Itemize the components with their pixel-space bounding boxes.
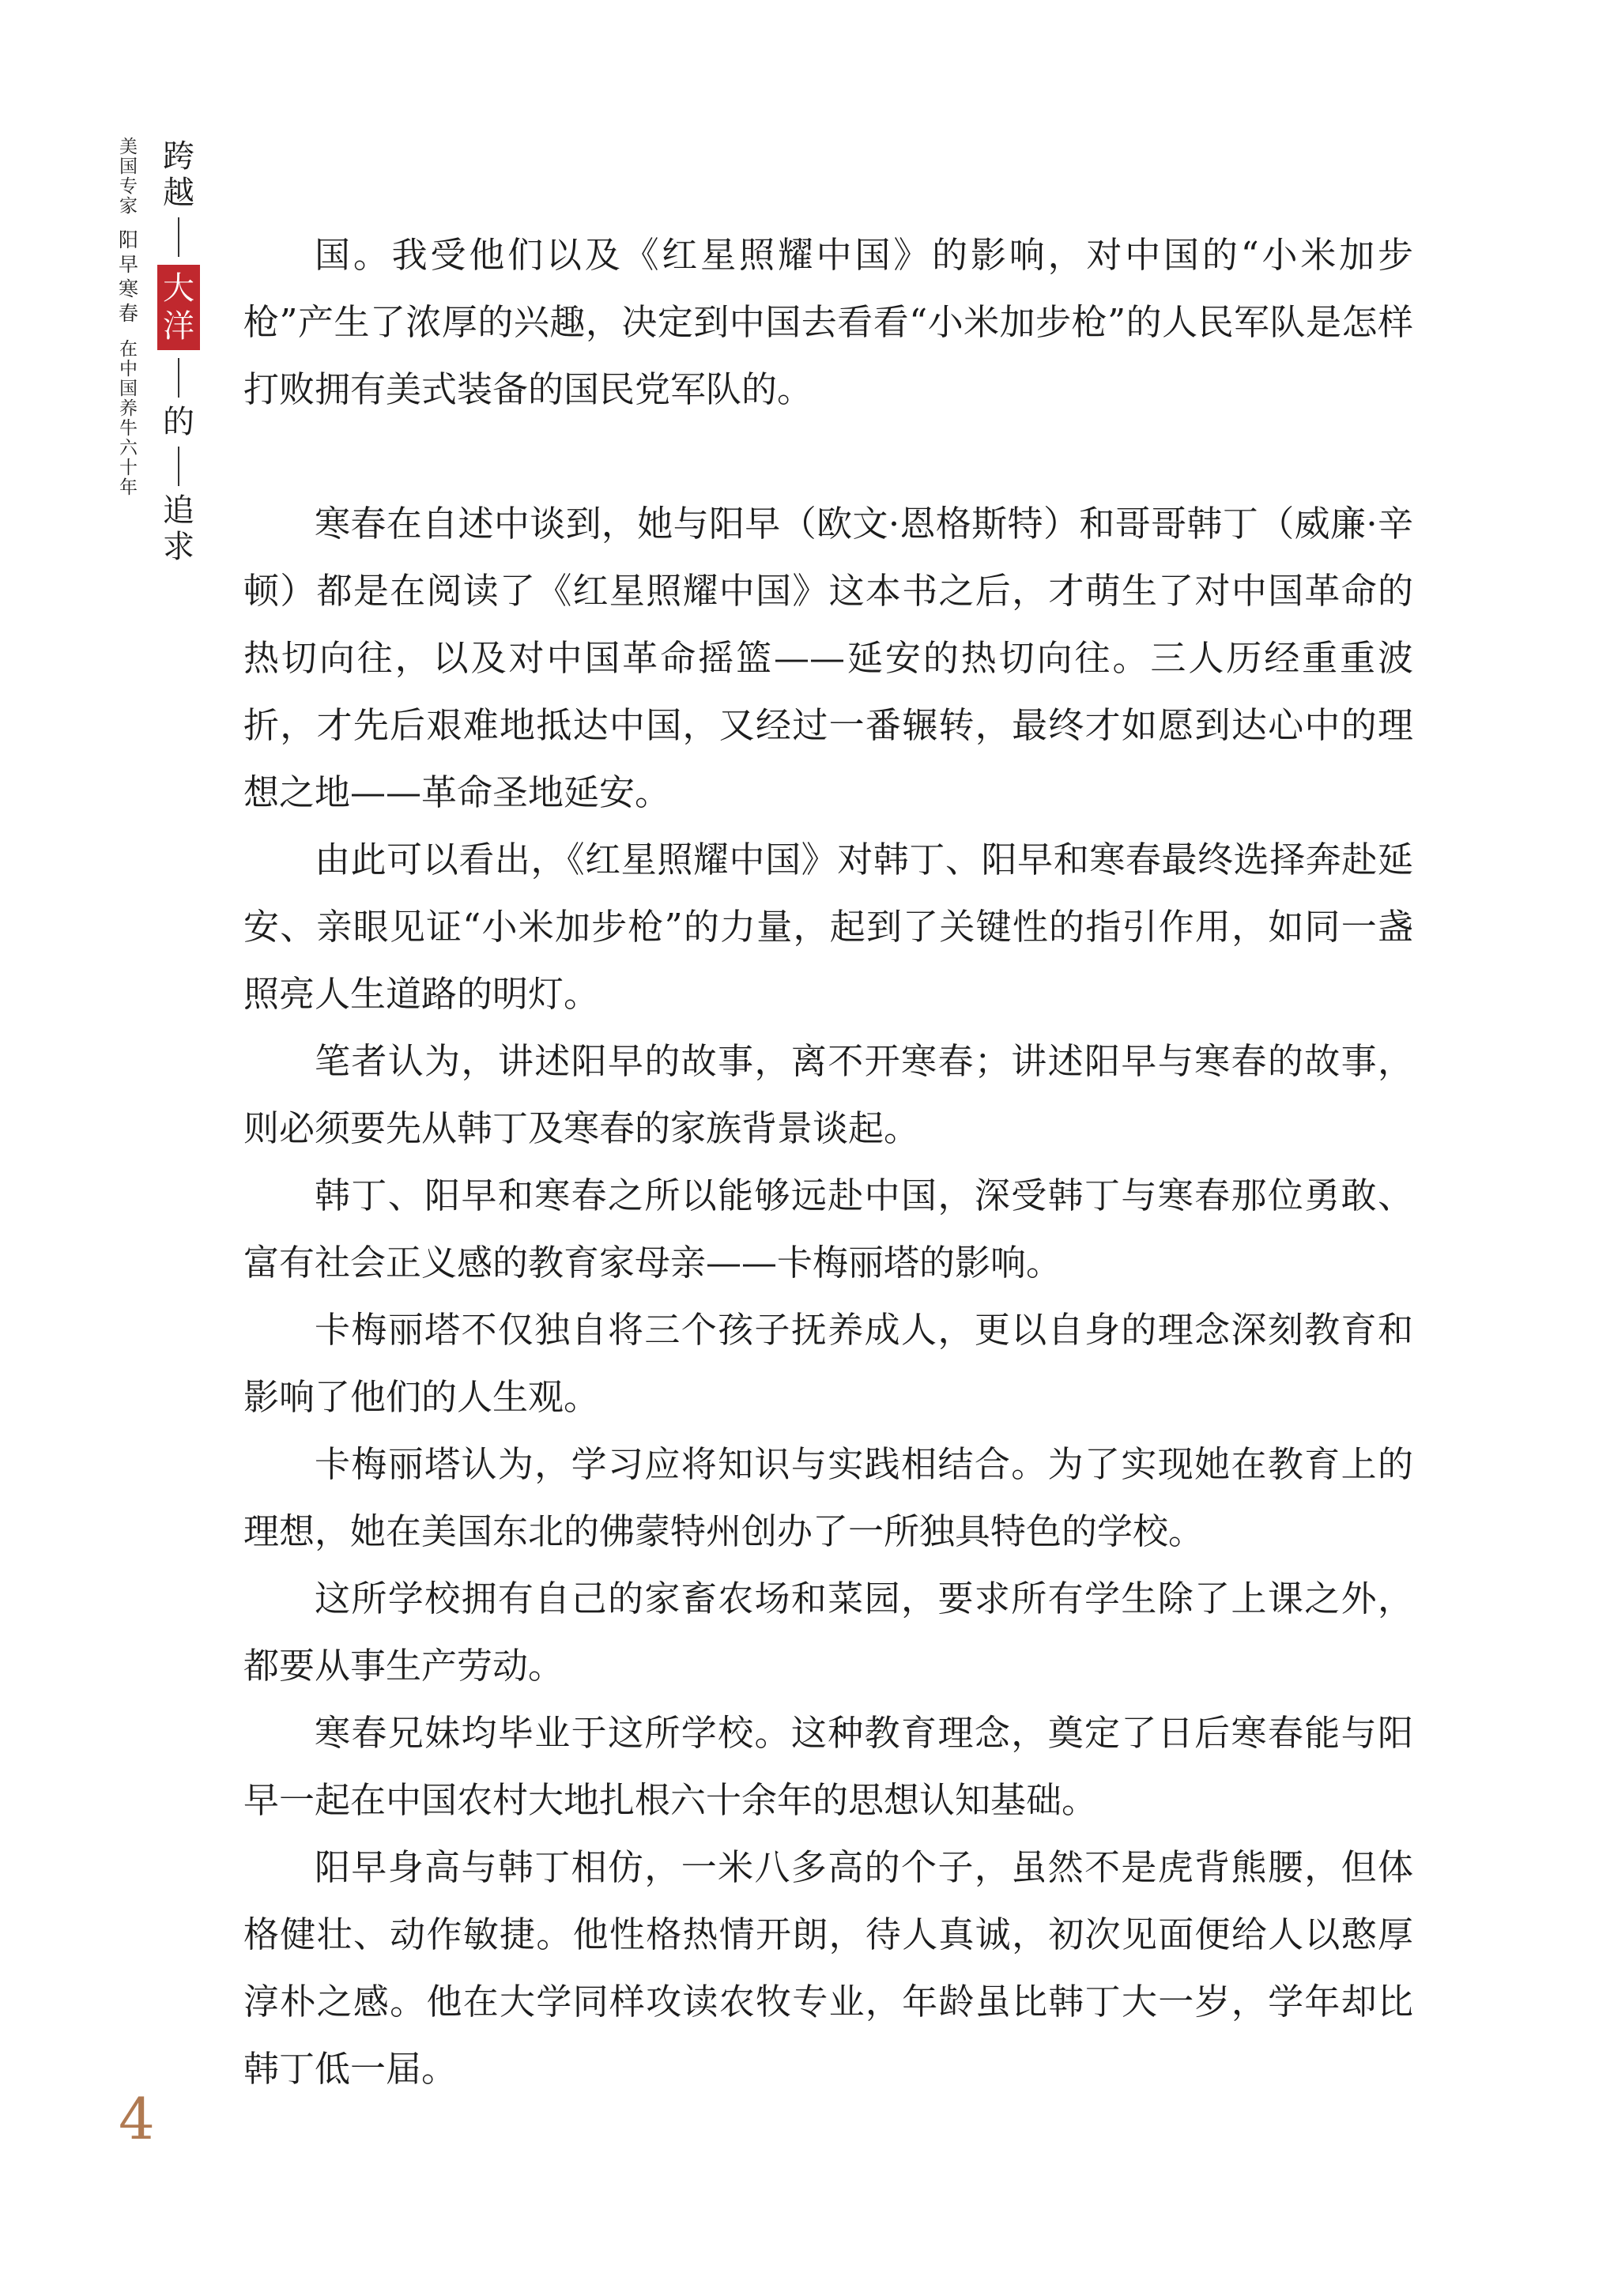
header-char: 美 xyxy=(119,137,138,157)
running-header-subtitle xyxy=(119,138,138,499)
header-char: 早 xyxy=(119,253,139,276)
title-divider xyxy=(178,447,179,486)
paragraph: 寒春兄妹均毕业于这所学校。这种教育理念，奠定了日后寒春能与阳早一起在中国农村大地扎根六十余年的思想认知基础。 xyxy=(243,1712,1413,1821)
seal-char: 洋 xyxy=(163,308,195,345)
header-char: 牛 xyxy=(119,418,138,439)
title-char: 越 xyxy=(163,175,195,211)
title-char: 追 xyxy=(163,492,195,529)
paragraph: 阳早身高与韩丁相仿，一米八多高的个子，虽然不是虎背熊腰，但体格健壮、动作敏捷。他性格热情开朗，待人真诚，初次见面便给人以憨厚淳朴之感。他在大学同样攻读农牧专业，年龄虽比韩丁大一岁，学年却比韩丁低一届。 xyxy=(243,1846,1413,2090)
title-divider xyxy=(178,358,179,398)
header-char: 中 xyxy=(119,359,138,379)
paragraph: 由此可以看出，《红星照耀中国》对韩丁、阳早和寒春最终选择奔赴延安、亲眼见证“小米加步枪”的力量，起到了关键性的指引作用，如同一盏照亮人生道路的明灯。 xyxy=(243,839,1413,1015)
header-char: 十 xyxy=(119,458,138,478)
header-char: 春 xyxy=(119,302,139,325)
paragraph: 卡梅丽塔认为，学习应将知识与实践相结合。为了实现她在教育上的理想，她在美国东北的佛蒙特州创办了一所独具特色的学校。 xyxy=(243,1443,1413,1552)
header-char: 家 xyxy=(119,196,138,217)
header-char: 阳 xyxy=(119,228,139,251)
running-header xyxy=(119,138,200,565)
paragraph: 笔者认为，讲述阳早的故事，离不开寒春；讲述阳早与寒春的故事，则必须要先从韩丁及寒春的家族背景谈起。 xyxy=(243,1040,1413,1149)
title-char: 求 xyxy=(163,529,195,565)
paragraph: 寒春在自述中谈到，她与阳早（欧文·恩格斯特）和哥哥韩丁（威廉·辛顿）都是在阅读了《红星照耀中国》这本书之后，才萌生了对中国革命的热切向往，以及对中国革命摇篮——延安的热切向往。三人历经重重波折，才先后艰难地抵达中国，又经过一番辗转，最终才如愿到达心中的理想之地——革命圣地延安。 xyxy=(243,503,1413,813)
running-header-title xyxy=(157,138,200,565)
seal-char: 大 xyxy=(163,270,195,307)
header-char: 年 xyxy=(119,477,138,498)
header-char: 养 xyxy=(119,398,138,419)
paragraph: 韩丁、阳早和寒春之所以能够远赴中国，深受韩丁与寒春那位勇敢、富有社会正义感的教育家母亲——卡梅丽塔的影响。 xyxy=(243,1174,1413,1284)
section-gap xyxy=(243,423,1413,490)
paragraph: 这所学校拥有自己的家畜农场和菜园，要求所有学生除了上课之外，都要从事生产劳动。 xyxy=(243,1578,1413,1687)
paragraph: 卡梅丽塔不仅独自将三个孩子抚养成人，更以自身的理念深刻教育和影响了他们的人生观。 xyxy=(243,1309,1413,1418)
header-char: 国 xyxy=(119,156,138,177)
running-header-authors xyxy=(119,230,138,328)
paragraph: 国。我受他们以及《红星照耀中国》的影响，对中国的“小米加步枪”产生了浓厚的兴趣，决定到中国去看看“小米加步枪”的人民军队是怎样打败拥有美式装备的国民党军队的。 xyxy=(243,234,1413,410)
page-number: 4 xyxy=(119,2086,155,2152)
header-char: 国 xyxy=(119,379,138,399)
title-char: 的 xyxy=(163,404,195,440)
title-char: 跨 xyxy=(163,138,195,175)
header-char: 寒 xyxy=(119,277,139,300)
page-body xyxy=(243,221,1413,2102)
title-seal xyxy=(157,265,200,350)
header-char: 六 xyxy=(119,438,138,458)
title-divider xyxy=(178,217,179,257)
header-char: 在 xyxy=(119,339,138,360)
header-char: 专 xyxy=(119,176,138,197)
